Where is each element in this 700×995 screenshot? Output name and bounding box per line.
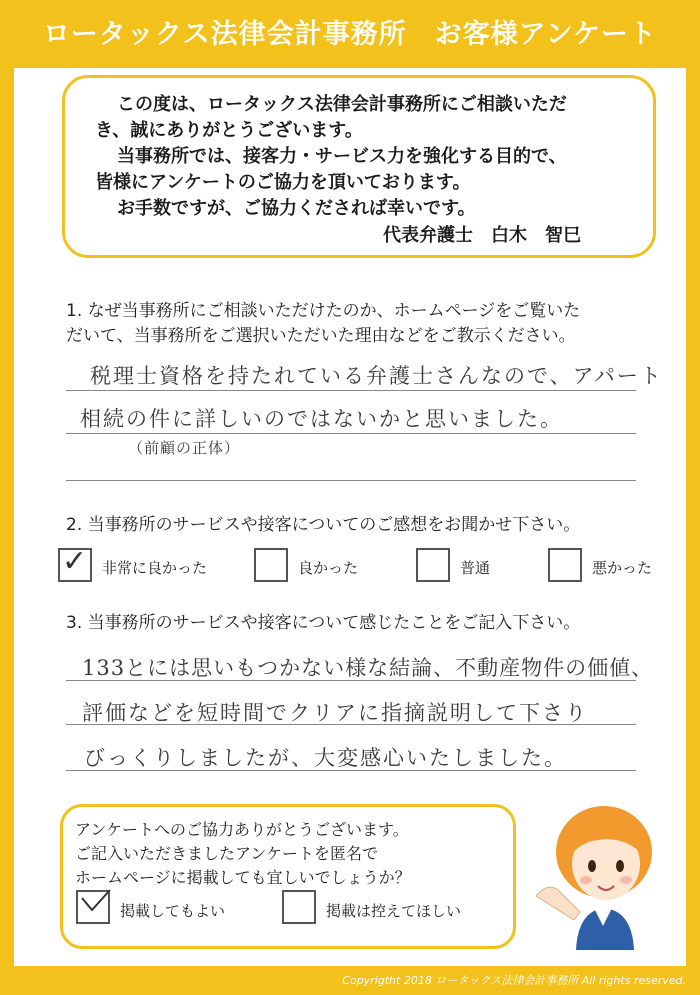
label-bad: 悪かった	[592, 559, 653, 577]
publish-consent-box	[60, 804, 516, 949]
answer-line	[66, 480, 636, 481]
label-very-good: 非常に良かった	[102, 559, 208, 577]
label-publish-ok: 掲載してもよい	[120, 902, 226, 920]
greeting-line-4: 皆様にアンケートのご協力を頂いております。	[95, 172, 471, 193]
question-1-line-1: 1. なぜ当事務所にご相談いただけたのか、ホームページをご覧いた	[66, 301, 581, 321]
answer-line	[66, 433, 636, 434]
check-mark-icon: ✓	[62, 544, 88, 579]
checkbox-normal[interactable]	[416, 548, 450, 582]
label-good: 良かった	[298, 559, 359, 577]
checkbox-publish-no[interactable]	[282, 890, 316, 924]
question-1-line-2: だいて、当事務所をご選択いただいた理由などをご教示ください。	[66, 326, 576, 346]
checkbox-bad[interactable]	[548, 548, 582, 582]
staff-illustration	[528, 800, 678, 960]
greeting-line-3: 当事務所では、接客力・サービス力を強化する目的で、	[117, 146, 567, 167]
answer-1-line-1: 税理士資格を持たれている弁護士さんなので、アパート	[90, 364, 663, 388]
answer-3-line-1: 133とには思いもつかない様な結論、不動産物件の価値、	[82, 656, 654, 680]
answer-3-line-3: びっくりしましたが、大変感心いたしました。	[84, 746, 567, 770]
checkbox-good[interactable]	[254, 548, 288, 582]
consent-line-1: アンケートへのご協力ありがとうございます。	[75, 820, 409, 839]
greeting-line-2: き、誠にありがとうございます。	[95, 120, 363, 141]
greeting-line-1: この度は、ロータックス法律会計事務所にご相談いただ	[117, 94, 567, 115]
label-publish-no: 掲載は控えてほしい	[326, 902, 462, 920]
consent-line-2: ご記入いただきましたアンケートを匿名で	[75, 844, 379, 863]
answer-3-line-2: 評価などを短時間でクリアに指摘説明して下さり	[82, 701, 588, 725]
answer-line	[66, 390, 636, 391]
question-3: 3. 当事務所のサービスや接客について感じたことをご記入下さい。	[66, 613, 581, 633]
copyright-footer: Copyrigtht 2018 ロータックス法律会計事務所 All rights reserved.	[342, 974, 686, 987]
answer-1-note: （前顧の正体）	[128, 439, 241, 457]
page-title: ロータックス法律会計事務所 お客様アンケート	[42, 19, 658, 50]
label-normal: 普通	[460, 559, 491, 577]
signature: 代表弁護士 白木 智巳	[383, 225, 581, 246]
answer-1-line-2: 相続の件に詳しいのではないかと思いました。	[80, 407, 563, 431]
consent-line-3: ホームページに掲載しても宜しいでしょうか？	[75, 868, 411, 887]
check-mark-icon	[78, 888, 112, 918]
greeting-line-5: お手数ですが、ご協力くだされば幸いです。	[117, 198, 476, 219]
greeting-box	[62, 75, 656, 258]
question-2: 2. 当事務所のサービスや接客についてのご感想をお聞かせ下さい。	[66, 515, 581, 535]
